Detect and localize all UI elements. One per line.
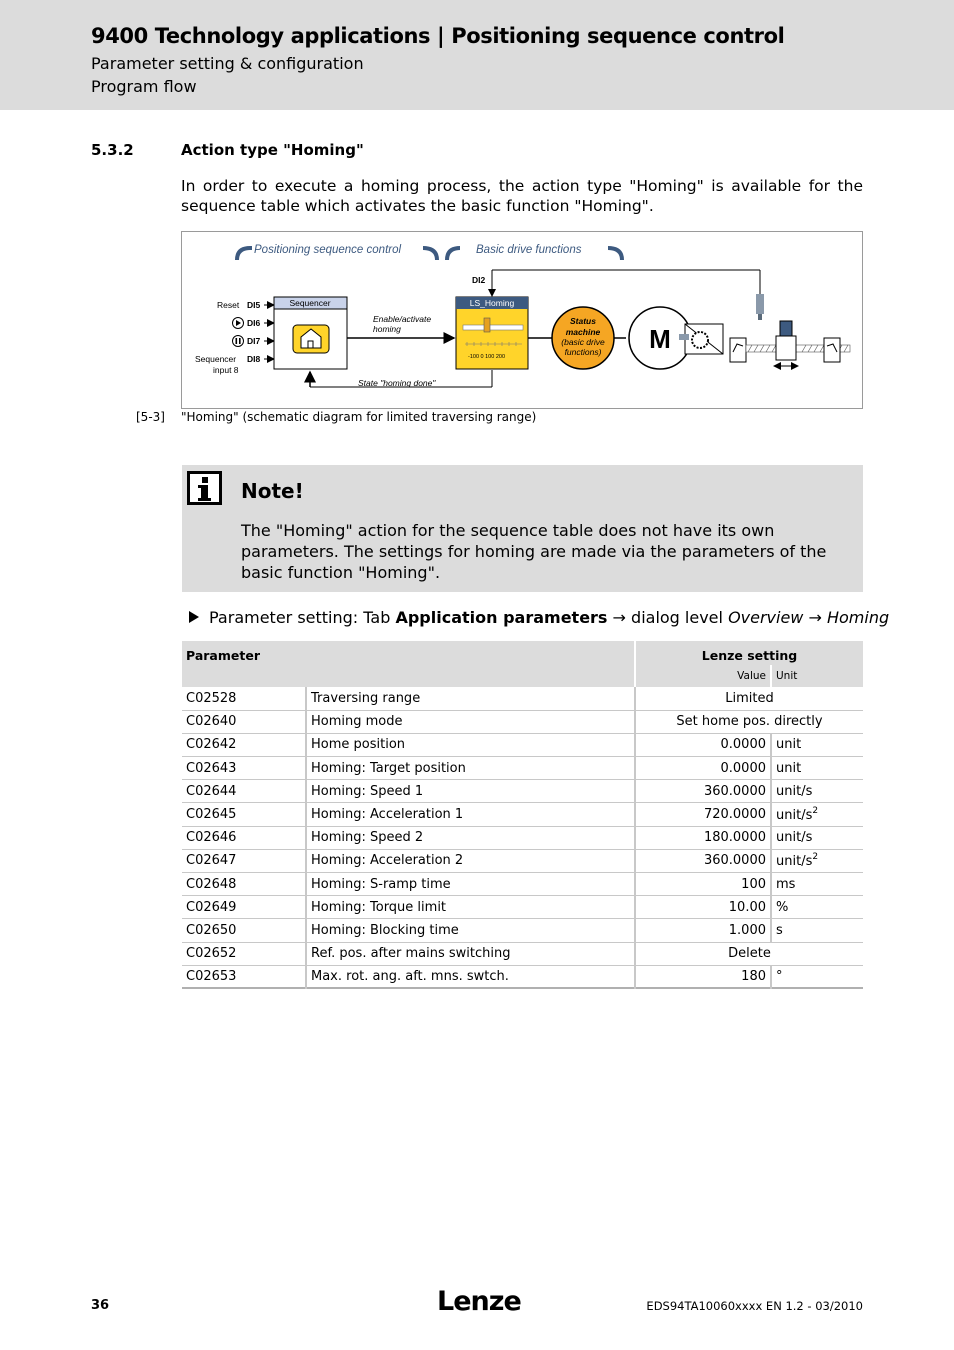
unit-exponent: 2 bbox=[812, 806, 819, 817]
basic-functions-label: Basic drive functions bbox=[476, 244, 582, 256]
header-lenze-setting: Lenze setting bbox=[635, 641, 863, 665]
param-tab: Application parameters bbox=[395, 608, 608, 627]
page-number: 36 bbox=[91, 1298, 110, 1313]
intro-paragraph bbox=[181, 176, 863, 216]
enable-label-2: homing bbox=[373, 324, 401, 334]
note-box bbox=[182, 465, 863, 592]
note-title: Note! bbox=[241, 479, 304, 503]
sequencer-input-label-1: Sequencer bbox=[195, 354, 237, 364]
parameter-name: Home position bbox=[306, 733, 635, 756]
parameter-name: Homing: Speed 2 bbox=[306, 826, 635, 849]
parameter-value: 0.0000 bbox=[635, 757, 771, 780]
header-parameter: Parameter bbox=[182, 641, 635, 687]
table-row bbox=[182, 733, 863, 756]
figure-caption: "Homing" (schematic diagram for limited traversing range) bbox=[181, 410, 537, 424]
table-row bbox=[182, 826, 863, 849]
page-header bbox=[0, 0, 954, 110]
parameter-code: C02646 bbox=[182, 826, 306, 849]
parameter-unit bbox=[771, 849, 863, 872]
unit-text: unit bbox=[776, 737, 802, 753]
parameter-value: 100 bbox=[635, 873, 771, 896]
table-row bbox=[182, 757, 863, 780]
parameter-code: C02528 bbox=[182, 687, 306, 710]
intro-line-1: In order to execute a homing process, the action type "Homing" is available for the bbox=[181, 177, 863, 195]
parameter-code: C02649 bbox=[182, 896, 306, 919]
unit-text: ms bbox=[776, 876, 796, 892]
document-reference: EDS94TA10060xxxx EN 1.2 - 03/2010 bbox=[646, 1299, 863, 1313]
di7-label: DI7 bbox=[247, 336, 261, 346]
table-row bbox=[182, 803, 863, 826]
table-row bbox=[182, 849, 863, 872]
sequencer-title: Sequencer bbox=[289, 298, 331, 308]
di6-label: DI6 bbox=[247, 318, 261, 328]
parameter-unit bbox=[771, 873, 863, 896]
basic-brace bbox=[447, 248, 460, 260]
carriage-icon bbox=[776, 336, 796, 360]
arrow-right-icon: → bbox=[808, 608, 822, 627]
parameter-value: 1.000 bbox=[635, 919, 771, 942]
parameter-name: Homing: S-ramp time bbox=[306, 873, 635, 896]
section-number: 5.3.2 bbox=[91, 141, 134, 159]
di5-label: DI5 bbox=[247, 300, 261, 310]
state-homing-done-label: State "homing done" bbox=[358, 378, 436, 388]
parameter-table bbox=[182, 641, 863, 989]
table-row bbox=[182, 942, 863, 965]
parameter-value: 360.0000 bbox=[635, 849, 771, 872]
enable-label-1: Enable/activate bbox=[373, 314, 432, 324]
parameter-name: Homing: Target position bbox=[306, 757, 635, 780]
di2-label: DI2 bbox=[472, 275, 486, 285]
parameter-name: Homing: Acceleration 1 bbox=[306, 803, 635, 826]
parameter-value: 360.0000 bbox=[635, 780, 771, 803]
breadcrumb-level-1: Parameter setting & configuration bbox=[91, 54, 364, 73]
unit-text: unit/s bbox=[776, 854, 813, 870]
unit-text: ° bbox=[776, 969, 783, 985]
param-mid: dialog level bbox=[625, 608, 729, 627]
positioning-label: Positioning sequence control bbox=[254, 244, 402, 256]
limit-switch-left-icon bbox=[730, 338, 746, 362]
parameter-unit bbox=[771, 919, 863, 942]
table-row bbox=[182, 919, 863, 942]
parameter-value: 180.0000 bbox=[635, 826, 771, 849]
limit-switch-right-icon bbox=[824, 338, 840, 362]
parameter-code: C02642 bbox=[182, 733, 306, 756]
homing-schematic-diagram bbox=[182, 232, 862, 408]
table-row bbox=[182, 873, 863, 896]
parameter-default: Set home pos. directly bbox=[676, 714, 823, 730]
gear-icon bbox=[692, 332, 708, 348]
reset-label: Reset bbox=[217, 300, 240, 310]
table-row bbox=[182, 710, 863, 733]
figure-number: [5-3] bbox=[136, 410, 165, 424]
section-title: Action type "Homing" bbox=[181, 141, 364, 159]
parameter-setting-path bbox=[189, 608, 889, 627]
unit-text: unit/s bbox=[776, 783, 813, 799]
parameter-code: C02643 bbox=[182, 757, 306, 780]
header-value: Value bbox=[635, 665, 771, 687]
parameter-name: Ref. pos. after mains switching bbox=[306, 942, 635, 965]
ls-homing-title: LS_Homing bbox=[469, 298, 515, 308]
parameter-unit bbox=[771, 780, 863, 803]
table-row bbox=[182, 965, 863, 988]
parameter-unit bbox=[771, 896, 863, 919]
parameter-code: C02653 bbox=[182, 965, 306, 988]
parameter-code: C02652 bbox=[182, 942, 306, 965]
parameter-name: Traversing range bbox=[306, 687, 635, 710]
parameter-name: Homing mode bbox=[306, 710, 635, 733]
parameter-table-body bbox=[182, 687, 863, 988]
parameter-value: 720.0000 bbox=[635, 803, 771, 826]
note-body: The "Homing" action for the sequence table does not have its own parameters. The settings for homing are made via the parameters of the basic function "Homing". bbox=[241, 521, 827, 582]
parameter-code: C02645 bbox=[182, 803, 306, 826]
unit-text: unit bbox=[776, 760, 802, 776]
parameter-unit bbox=[771, 965, 863, 988]
parameter-default: Limited bbox=[725, 690, 774, 706]
parameter-unit bbox=[771, 803, 863, 826]
table-row bbox=[182, 780, 863, 803]
homing-schematic-figure bbox=[181, 231, 863, 409]
lenze-logo: Lenze bbox=[437, 1286, 521, 1317]
status-machine-label-1: Status bbox=[570, 316, 596, 326]
bullet-triangle-icon bbox=[189, 611, 199, 623]
parameter-value: 0.0000 bbox=[635, 733, 771, 756]
parameter-unit bbox=[771, 757, 863, 780]
unit-text: s bbox=[776, 922, 783, 938]
table-row bbox=[182, 896, 863, 919]
sensor-icon bbox=[756, 294, 764, 314]
pause-icon bbox=[233, 336, 244, 347]
sequencer-input-label-2: input 8 bbox=[213, 365, 239, 375]
ls-homing-scale: -100 0 100 200 bbox=[468, 354, 506, 360]
di8-label: DI8 bbox=[247, 354, 261, 364]
status-machine-label-3: (basic drive bbox=[561, 337, 605, 347]
parameter-name: Homing: Speed 1 bbox=[306, 780, 635, 803]
parameter-name: Homing: Torque limit bbox=[306, 896, 635, 919]
breadcrumb-level-2: Program flow bbox=[91, 77, 197, 96]
parameter-code: C02640 bbox=[182, 710, 306, 733]
param-level-2: Homing bbox=[826, 608, 890, 627]
parameter-value: 10.00 bbox=[635, 896, 771, 919]
parameter-default: Delete bbox=[728, 946, 771, 962]
arrow-right-icon: → bbox=[612, 608, 626, 627]
parameter-value: 180 bbox=[635, 965, 771, 988]
parameter-code: C02647 bbox=[182, 849, 306, 872]
parameter-name: Homing: Acceleration 2 bbox=[306, 849, 635, 872]
unit-text: unit/s bbox=[776, 808, 813, 824]
motor-label: M bbox=[649, 324, 671, 354]
table-row bbox=[182, 687, 863, 710]
status-machine-label-2: machine bbox=[565, 327, 601, 337]
parameter-unit bbox=[771, 733, 863, 756]
param-prefix: Parameter setting: Tab bbox=[209, 608, 396, 627]
parameter-name: Homing: Blocking time bbox=[306, 919, 635, 942]
info-icon bbox=[187, 471, 222, 505]
unit-text: % bbox=[776, 899, 789, 915]
status-machine-label-4: functions) bbox=[564, 347, 602, 357]
parameter-unit bbox=[771, 826, 863, 849]
positioning-brace bbox=[237, 248, 252, 260]
intro-line-2: sequence table which activates the basic function "Homing". bbox=[181, 197, 654, 215]
document-title: 9400 Technology applications | Positioning sequence control bbox=[91, 24, 785, 48]
header-unit: Unit bbox=[771, 665, 863, 687]
parameter-code: C02644 bbox=[182, 780, 306, 803]
unit-exponent: 2 bbox=[812, 852, 819, 863]
unit-text: unit/s bbox=[776, 830, 813, 846]
param-level-1: Overview bbox=[728, 608, 804, 627]
parameter-code: C02650 bbox=[182, 919, 306, 942]
parameter-name: Max. rot. ang. aft. mns. swtch. bbox=[306, 965, 635, 988]
parameter-code: C02648 bbox=[182, 873, 306, 896]
